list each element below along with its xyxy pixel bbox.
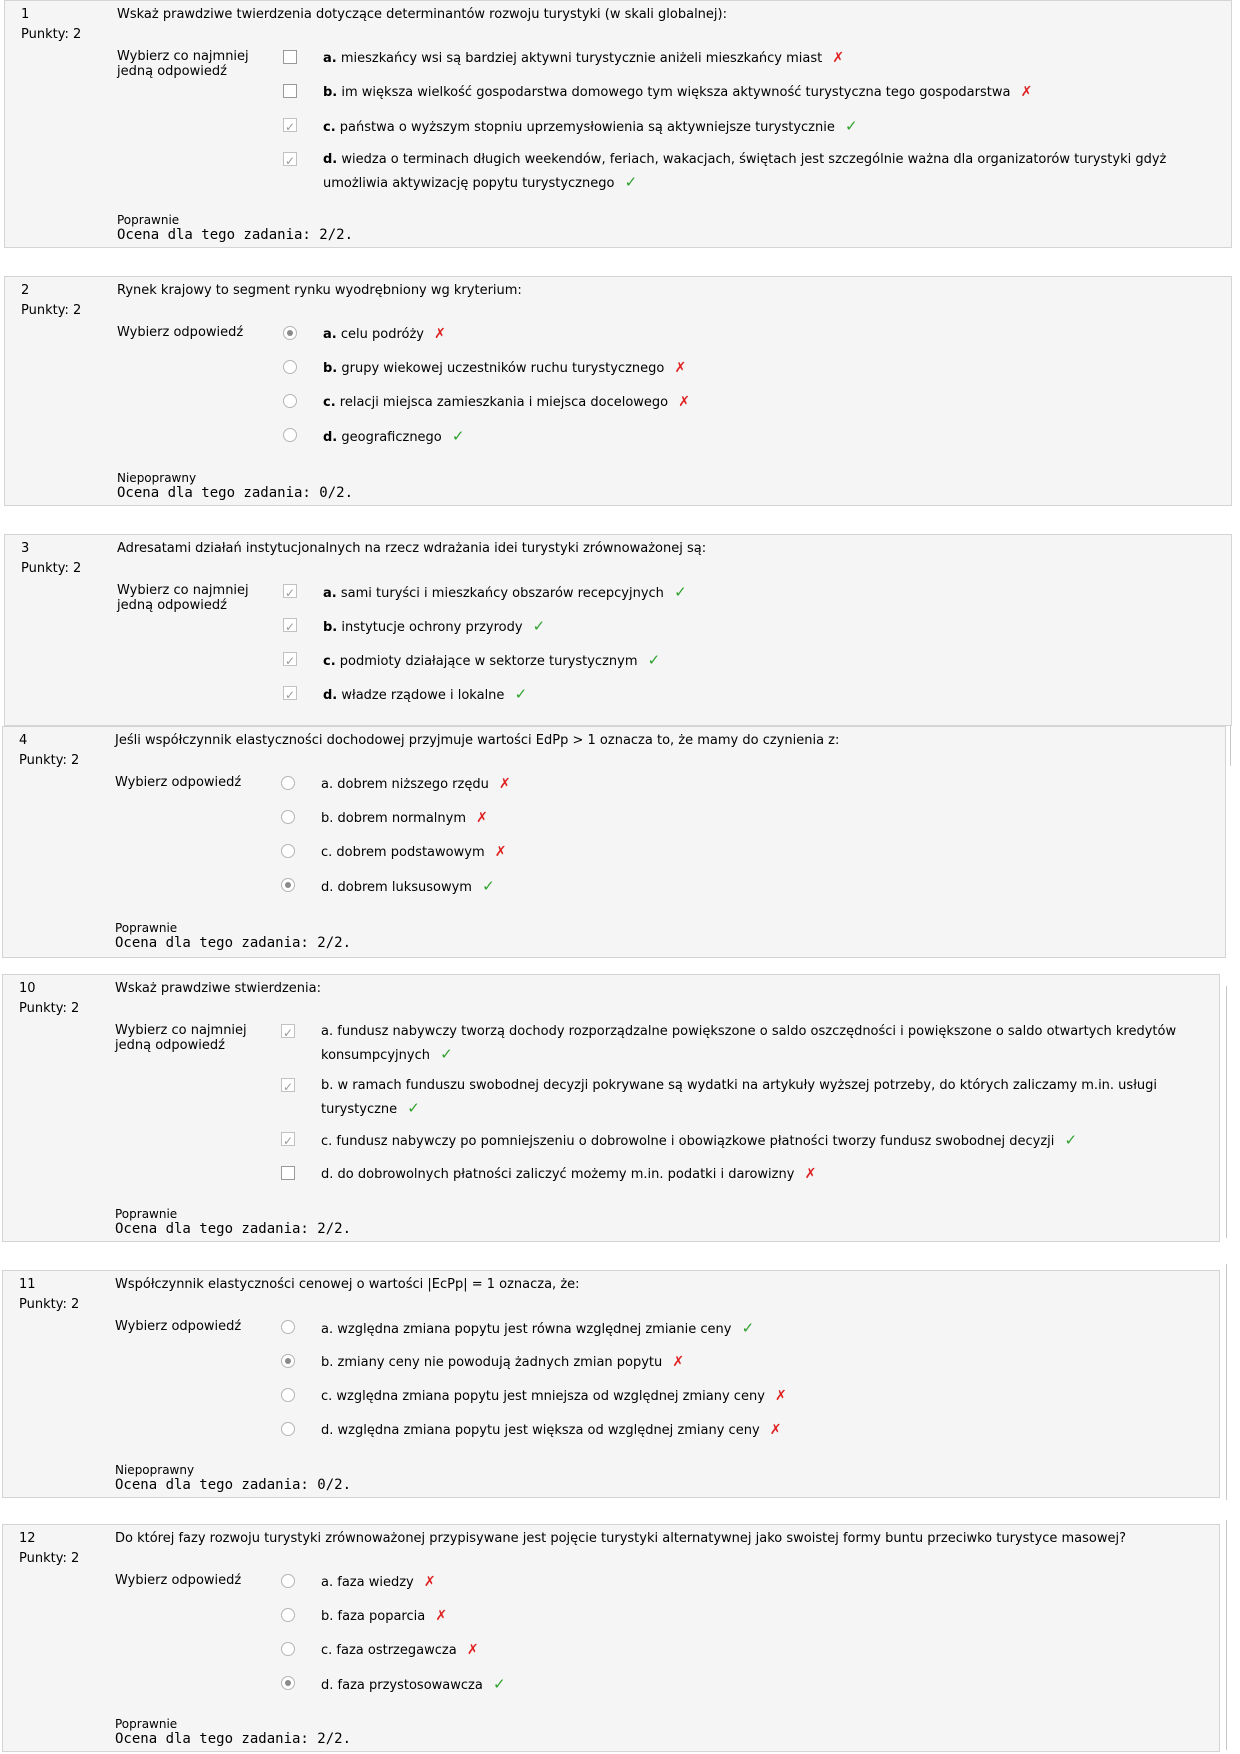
option-text-continued: umożliwia aktywizację popytu turystycznego bbox=[323, 176, 615, 191]
option-d[interactable] bbox=[323, 149, 1166, 195]
result-status: Poprawnie bbox=[115, 1207, 178, 1221]
grade-text: Ocena dla tego zadania: 2/2. bbox=[115, 1221, 352, 1237]
radio[interactable] bbox=[281, 810, 295, 824]
question-number: 12 bbox=[19, 1531, 36, 1546]
correct-icon: ✓ bbox=[482, 877, 495, 895]
correct-icon: ✓ bbox=[440, 1045, 453, 1063]
option-letter: c. bbox=[323, 120, 336, 135]
option-letter: c. bbox=[321, 1643, 333, 1658]
option-d[interactable] bbox=[321, 1163, 816, 1186]
radio-selected[interactable] bbox=[281, 1676, 295, 1690]
option-text: w ramach funduszu swobodnej decyzji pokrywane są wydatki na artykuły wyższej potrzeby, do których zaliczamy m.in. usługi bbox=[337, 1078, 1157, 1093]
checkbox-checked[interactable] bbox=[281, 1024, 295, 1038]
option-text: geograficznego bbox=[341, 430, 442, 445]
option-letter: d. bbox=[323, 152, 338, 167]
incorrect-icon: ✗ bbox=[672, 1354, 685, 1370]
option-letter: b. bbox=[323, 620, 338, 635]
option-letter: a. bbox=[321, 1322, 334, 1337]
answer-instruction: Wybierz co najmniej jedną odpowiedź bbox=[117, 49, 249, 79]
frame-line bbox=[1226, 1520, 1227, 1750]
option-text: dobrem niższego rzędu bbox=[337, 777, 489, 792]
option-letter: c. bbox=[321, 845, 333, 860]
radio[interactable] bbox=[283, 428, 297, 442]
grade-text: Ocena dla tego zadania: 0/2. bbox=[115, 1477, 352, 1493]
question-points: Punkty: 2 bbox=[21, 27, 82, 42]
option-letter: a. bbox=[321, 777, 334, 792]
question-10 bbox=[2, 974, 1220, 1242]
question-1 bbox=[4, 0, 1232, 248]
question-number: 2 bbox=[21, 283, 30, 298]
option-text: im większa wielkość gospodarstwa domowego tym większa aktywność turystyczna tego gospodarstwa bbox=[341, 85, 1011, 100]
correct-icon: ✓ bbox=[532, 617, 546, 635]
option-text: faza ostrzegawcza bbox=[336, 1643, 457, 1658]
option-text: sami turyści i mieszkańcy obszarów recepcyjnych bbox=[340, 586, 664, 601]
question-2 bbox=[4, 276, 1232, 506]
correct-icon: ✓ bbox=[407, 1099, 420, 1117]
question-number: 1 bbox=[21, 7, 30, 22]
option-text: faza przystosowawcza bbox=[337, 1678, 483, 1693]
checkbox-checked[interactable] bbox=[283, 584, 297, 598]
option-b[interactable] bbox=[321, 1351, 684, 1374]
option-b[interactable] bbox=[321, 1075, 1157, 1121]
radio-selected[interactable] bbox=[281, 1354, 295, 1368]
option-c[interactable] bbox=[321, 841, 506, 864]
checkbox[interactable] bbox=[281, 1166, 295, 1180]
option-d[interactable] bbox=[321, 875, 495, 899]
result-status: Niepoprawny bbox=[115, 1463, 195, 1477]
checkbox-checked[interactable] bbox=[281, 1078, 295, 1092]
option-a[interactable] bbox=[323, 323, 446, 346]
option-letter: a. bbox=[323, 586, 337, 601]
radio-selected[interactable] bbox=[283, 326, 297, 340]
option-letter: b. bbox=[323, 85, 338, 100]
option-text: do dobrowolnych płatności zaliczyć możemy m.in. podatki i darowizny bbox=[337, 1167, 795, 1182]
radio[interactable] bbox=[281, 776, 295, 790]
checkbox[interactable] bbox=[283, 84, 297, 98]
option-text: celu podróży bbox=[340, 327, 424, 342]
grade-text: Ocena dla tego zadania: 0/2. bbox=[117, 485, 354, 501]
result-status: Poprawnie bbox=[115, 1717, 178, 1731]
option-text: dobrem luksusowym bbox=[337, 880, 472, 895]
checkbox-checked[interactable] bbox=[281, 1132, 295, 1146]
option-b[interactable] bbox=[321, 1605, 447, 1628]
answer-instruction: Wybierz odpowiedź bbox=[117, 325, 244, 340]
checkbox[interactable] bbox=[283, 50, 297, 64]
incorrect-icon: ✗ bbox=[498, 776, 511, 792]
incorrect-icon: ✗ bbox=[804, 1166, 817, 1182]
radio[interactable] bbox=[281, 1642, 295, 1656]
question-text: Rynek krajowy to segment rynku wyodrębniony wg kryterium: bbox=[117, 283, 522, 298]
option-letter: b. bbox=[323, 361, 338, 376]
option-text: faza poparcia bbox=[337, 1609, 426, 1624]
question-number: 3 bbox=[21, 541, 30, 556]
option-text: faza wiedzy bbox=[337, 1575, 414, 1590]
option-c[interactable] bbox=[321, 1129, 1077, 1153]
option-b[interactable] bbox=[321, 807, 488, 830]
incorrect-icon: ✗ bbox=[832, 50, 845, 66]
question-points: Punkty: 2 bbox=[19, 1551, 80, 1566]
option-letter: d. bbox=[321, 1167, 334, 1182]
correct-icon: ✓ bbox=[1064, 1131, 1078, 1149]
option-text: fundusz nabywczy po pomniejszeniu o dobrowolne i obowiązkowe płatności tworzy fundusz swobodnej decyzji bbox=[336, 1134, 1055, 1149]
option-d[interactable] bbox=[323, 683, 527, 707]
incorrect-icon: ✗ bbox=[466, 1642, 479, 1658]
question-text: Adresatami działań instytucjonalnych na rzecz wdrażania idei turystyki zrównoważonej są: bbox=[117, 541, 707, 556]
option-letter: b. bbox=[321, 1355, 334, 1370]
grade-text: Ocena dla tego zadania: 2/2. bbox=[115, 935, 352, 951]
incorrect-icon: ✗ bbox=[434, 326, 446, 342]
result-status: Poprawnie bbox=[115, 921, 178, 935]
option-text: instytucje ochrony przyrody bbox=[341, 620, 523, 635]
grade-text: Ocena dla tego zadania: 2/2. bbox=[117, 227, 354, 243]
option-letter: c. bbox=[321, 1389, 333, 1404]
option-c[interactable] bbox=[323, 649, 660, 673]
option-letter: c. bbox=[323, 654, 336, 669]
correct-icon: ✓ bbox=[492, 1675, 506, 1693]
option-a[interactable] bbox=[323, 581, 687, 605]
answer-instruction: Wybierz co najmniej jedną odpowiedź bbox=[117, 583, 249, 613]
option-letter: b. bbox=[321, 1609, 334, 1624]
incorrect-icon: ✗ bbox=[769, 1422, 782, 1438]
option-d[interactable] bbox=[323, 425, 464, 449]
answer-instruction: Wybierz co najmniej jedną odpowiedź bbox=[115, 1023, 247, 1053]
radio[interactable] bbox=[281, 844, 295, 858]
option-a[interactable] bbox=[323, 47, 844, 70]
incorrect-icon: ✗ bbox=[435, 1608, 448, 1624]
option-letter: d. bbox=[321, 880, 334, 895]
grade-text: Ocena dla tego zadania: 2/2. bbox=[115, 1731, 352, 1747]
radio[interactable] bbox=[281, 1320, 295, 1334]
result-status: Poprawnie bbox=[117, 213, 180, 227]
option-text: państwa o wyższym stopniu uprzemysłowienia są aktywniejsze turystycznie bbox=[339, 120, 835, 135]
option-b[interactable] bbox=[323, 81, 1032, 104]
correct-icon: ✓ bbox=[624, 173, 638, 191]
answer-instruction: Wybierz odpowiedź bbox=[115, 775, 242, 790]
checkbox-checked[interactable] bbox=[283, 652, 297, 666]
correct-icon: ✓ bbox=[647, 651, 661, 669]
question-text: Jeśli współczynnik elastyczności dochodowej przyjmuje wartości EdPp > 1 oznacza to, że mamy do czynienia z: bbox=[115, 733, 840, 748]
radio[interactable] bbox=[281, 1574, 295, 1588]
incorrect-icon: ✗ bbox=[678, 394, 690, 410]
option-a[interactable] bbox=[321, 773, 511, 796]
option-text: dobrem podstawowym bbox=[336, 845, 485, 860]
question-points: Punkty: 2 bbox=[19, 1297, 80, 1312]
option-c[interactable] bbox=[321, 1385, 787, 1408]
question-text: Do której fazy rozwoju turystyki zrównoważonej przypisywane jest pojęcie turystyki alternatywnej jako swoistej formy buntu przeciwko turystyce masowej? bbox=[115, 1531, 1126, 1546]
question-4 bbox=[2, 726, 1226, 958]
question-text: Współczynnik elastyczności cenowej o wartości |EcPp| = 1 oznacza, że: bbox=[115, 1277, 580, 1292]
option-text-continued: turystyczne bbox=[321, 1102, 398, 1117]
question-text: Wskaż prawdziwe twierdzenia dotyczące determinantów rozwoju turystyki (w skali globalnej): bbox=[117, 7, 727, 22]
frame-line bbox=[1226, 1264, 1227, 1500]
radio[interactable] bbox=[281, 1388, 295, 1402]
option-letter: a. bbox=[321, 1024, 334, 1039]
option-c[interactable] bbox=[323, 115, 858, 139]
option-text-continued: konsumpcyjnych bbox=[321, 1048, 430, 1063]
option-text: fundusz nabywczy tworzą dochody rozporządzalne powiększone o saldo oszczędności i powiększone o saldo otwartych kredytów bbox=[337, 1024, 1177, 1039]
option-text: wiedza o terminach długich weekendów, feriach, wakacjach, świętach jest szczególnie ważna dla organizatorów turystyki gdyż bbox=[341, 152, 1167, 167]
option-text: względna zmiana popytu jest mniejsza od względnej zmiany ceny bbox=[336, 1389, 765, 1404]
question-number: 11 bbox=[19, 1277, 36, 1292]
checkbox-checked[interactable] bbox=[283, 118, 297, 132]
option-text: względna zmiana popytu jest większa od względnej zmiany ceny bbox=[337, 1423, 760, 1438]
option-letter: d. bbox=[323, 688, 338, 703]
option-letter: c. bbox=[323, 395, 336, 410]
question-3 bbox=[4, 534, 1232, 726]
checkbox-checked[interactable] bbox=[283, 618, 297, 632]
option-letter: b. bbox=[321, 811, 334, 826]
option-c[interactable] bbox=[323, 391, 690, 414]
frame-line bbox=[1226, 986, 1227, 1238]
option-a[interactable] bbox=[321, 1317, 754, 1341]
option-b[interactable] bbox=[323, 615, 545, 639]
option-text: względna zmiana popytu jest równa względnej zmianie ceny bbox=[337, 1322, 732, 1337]
option-a[interactable] bbox=[321, 1021, 1176, 1067]
option-letter: b. bbox=[321, 1078, 334, 1093]
correct-icon: ✓ bbox=[514, 685, 528, 703]
question-points: Punkty: 2 bbox=[19, 1001, 80, 1016]
incorrect-icon: ✗ bbox=[476, 810, 488, 826]
option-text: relacji miejsca zamieszkania i miejsca docelowego bbox=[339, 395, 669, 410]
question-points: Punkty: 2 bbox=[21, 303, 82, 318]
radio[interactable] bbox=[281, 1608, 295, 1622]
radio[interactable] bbox=[283, 394, 297, 408]
question-points: Punkty: 2 bbox=[21, 561, 82, 576]
correct-icon: ✓ bbox=[674, 583, 687, 601]
checkbox-checked[interactable] bbox=[283, 686, 297, 700]
incorrect-icon: ✗ bbox=[775, 1388, 787, 1404]
option-letter: d. bbox=[321, 1423, 334, 1438]
option-text: dobrem normalnym bbox=[337, 811, 466, 826]
radio[interactable] bbox=[281, 1422, 295, 1436]
option-text: władze rządowe i lokalne bbox=[341, 688, 505, 703]
incorrect-icon: ✗ bbox=[423, 1574, 436, 1590]
option-letter: c. bbox=[321, 1134, 333, 1149]
question-points: Punkty: 2 bbox=[19, 753, 80, 768]
option-letter: a. bbox=[323, 327, 337, 342]
correct-icon: ✓ bbox=[844, 117, 858, 135]
incorrect-icon: ✗ bbox=[674, 360, 687, 376]
question-number: 10 bbox=[19, 981, 36, 996]
question-text: Wskaż prawdziwe stwierdzenia: bbox=[115, 981, 321, 996]
radio-selected[interactable] bbox=[281, 878, 295, 892]
correct-icon: ✓ bbox=[741, 1319, 755, 1337]
answer-instruction: Wybierz odpowiedź bbox=[115, 1319, 242, 1334]
option-text: grupy wiekowej uczestników ruchu turystycznego bbox=[341, 361, 665, 376]
radio[interactable] bbox=[283, 360, 297, 374]
option-text: mieszkańcy wsi są bardziej aktywni turystycznie aniżeli mieszkańcy miast bbox=[340, 51, 823, 66]
question-11 bbox=[2, 1270, 1220, 1498]
frame-line bbox=[1230, 726, 1231, 766]
option-b[interactable] bbox=[323, 357, 686, 380]
option-text: zmiany ceny nie powodują żadnych zmian popytu bbox=[337, 1355, 663, 1370]
option-letter: a. bbox=[323, 51, 337, 66]
question-12 bbox=[2, 1524, 1220, 1752]
option-d[interactable] bbox=[321, 1673, 506, 1697]
option-letter: a. bbox=[321, 1575, 334, 1590]
option-letter: d. bbox=[321, 1678, 334, 1693]
option-a[interactable] bbox=[321, 1571, 436, 1594]
option-text: podmioty działające w sektorze turystycznym bbox=[339, 654, 638, 669]
incorrect-icon: ✗ bbox=[1020, 84, 1033, 100]
option-c[interactable] bbox=[321, 1639, 479, 1662]
result-status: Niepoprawny bbox=[117, 471, 197, 485]
incorrect-icon: ✗ bbox=[494, 844, 507, 860]
checkbox-checked[interactable] bbox=[283, 152, 297, 166]
question-number: 4 bbox=[19, 733, 28, 748]
correct-icon: ✓ bbox=[451, 427, 465, 445]
answer-instruction: Wybierz odpowiedź bbox=[115, 1573, 242, 1588]
option-letter: d. bbox=[323, 430, 338, 445]
option-d[interactable] bbox=[321, 1419, 782, 1442]
